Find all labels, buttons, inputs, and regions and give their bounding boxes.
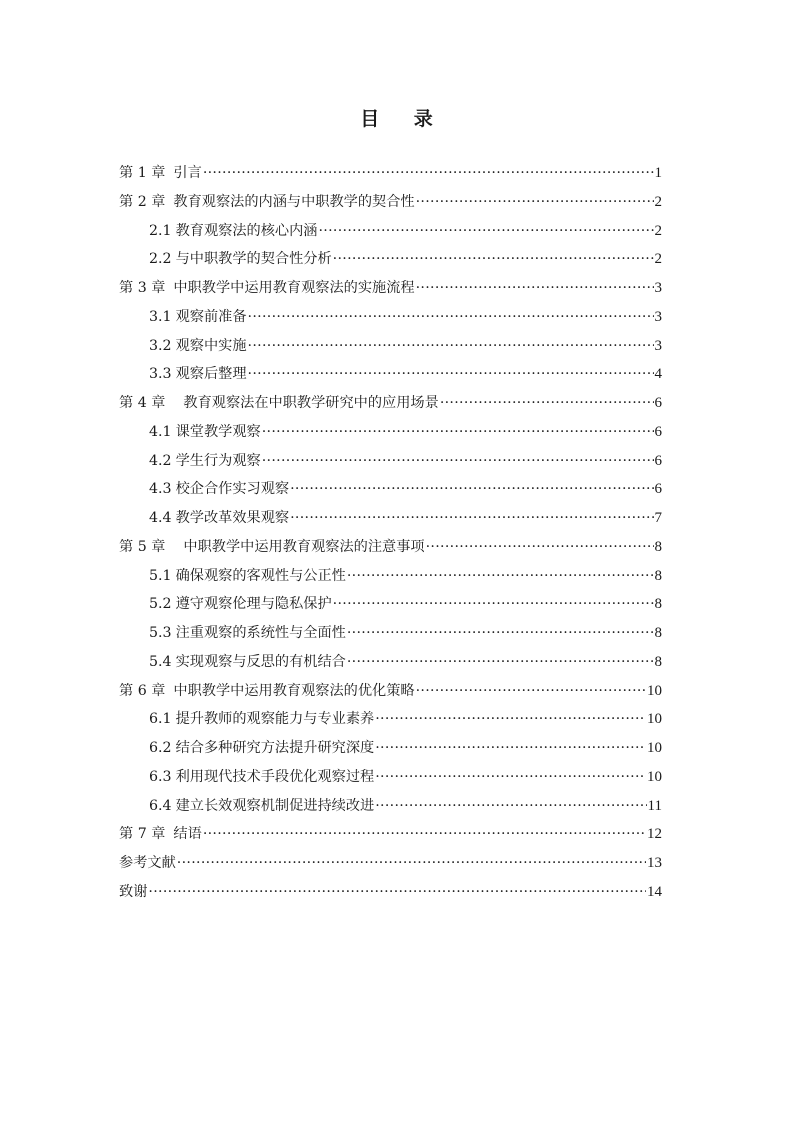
toc-entry-number: 3.3	[149, 366, 172, 383]
toc-page-number: 2	[654, 251, 662, 268]
toc-entry-number: 2.1	[149, 222, 172, 239]
toc-entry-number: 6.2	[149, 740, 172, 756]
dot-leader	[318, 223, 653, 239]
toc-page-number: 10	[647, 740, 662, 756]
toc-entry-label	[149, 795, 374, 815]
toc-entry-label	[149, 478, 289, 498]
toc-section-entry[interactable]	[119, 421, 662, 450]
toc-entry-text: 与中职教学的契合性分析	[175, 251, 332, 268]
toc-entry-text: 建立长效观察机制促进持续改进	[175, 797, 375, 814]
toc-entry-label	[149, 737, 374, 757]
toc-page-number: 3	[654, 280, 662, 296]
toc-entry-label	[119, 536, 425, 556]
toc-entry-text: 致谢	[119, 883, 148, 900]
toc-section-entry[interactable]	[119, 766, 662, 795]
dot-leader	[262, 424, 654, 440]
toc-page-number: 11	[647, 797, 662, 814]
toc-entry-text: 参考文献	[119, 855, 176, 871]
dot-leader	[347, 654, 654, 670]
toc-entry-number: 5.1	[149, 567, 172, 584]
toc-chapter-entry[interactable]	[119, 392, 662, 421]
toc-title: 目 录	[360, 108, 447, 130]
toc-section-entry[interactable]	[119, 363, 662, 392]
toc-entry-text: 提升教师的观察能力与专业素养	[175, 711, 375, 728]
toc-entry-label	[149, 306, 247, 326]
toc-entry-text: 中职教学中运用教育观察法的实施流程	[173, 280, 415, 296]
toc-page-number: 8	[654, 653, 662, 670]
dot-leader	[148, 884, 646, 900]
toc-entry-number: 第 2 章	[119, 193, 166, 210]
dot-leader	[290, 510, 653, 526]
toc-entry-text: 观察前准备	[175, 308, 247, 325]
toc-entry-text: 课堂教学观察	[175, 423, 261, 440]
toc-entry-text: 观察后整理	[175, 366, 247, 383]
toc-entry-label	[149, 651, 346, 671]
toc-entry-text: 结语	[173, 826, 202, 843]
toc-entry-text: 教育观察法的核心内涵	[175, 222, 318, 239]
dot-leader	[416, 280, 654, 296]
toc-entry-text: 利用现代技术手段优化观察过程	[175, 768, 375, 785]
toc-entry-number: 6.4	[149, 797, 172, 814]
toc-section-entry[interactable]	[119, 622, 662, 651]
toc-section-entry[interactable]	[119, 450, 662, 479]
toc-entry-label	[149, 708, 374, 728]
toc-entry-label	[149, 565, 346, 585]
dot-leader	[426, 539, 654, 555]
dot-leader	[203, 826, 646, 842]
toc-chapter-entry[interactable]	[119, 680, 662, 709]
toc-page-number: 6	[654, 395, 662, 411]
toc-entry-label	[119, 823, 202, 843]
toc-page-number: 10	[647, 768, 662, 785]
toc-entry-number: 第 3 章	[119, 280, 166, 296]
toc-page-number: 13	[647, 855, 662, 871]
toc-entry-text: 确保观察的客观性与公正性	[175, 567, 346, 584]
dot-leader	[262, 453, 654, 469]
toc-entry-label	[119, 277, 415, 297]
toc-chapter-entry[interactable]	[119, 162, 662, 191]
toc-entry-label	[119, 680, 415, 700]
toc-page-number: 6	[654, 481, 662, 498]
toc-section-entry[interactable]	[119, 220, 662, 249]
toc-entry-label	[149, 593, 332, 613]
toc-entry-text: 学生行为观察	[175, 452, 261, 469]
toc-entry-number: 4.4	[149, 510, 172, 526]
dot-leader	[375, 740, 646, 756]
toc-page-number: 4	[654, 366, 662, 383]
toc-page-number: 8	[654, 625, 662, 641]
toc-entry-label	[149, 248, 332, 268]
toc-entry-text: 实现观察与反思的有机结合	[175, 653, 346, 670]
toc-entry-text: 中职教学中运用教育观察法的注意事项	[183, 538, 425, 555]
toc-entry-label	[119, 162, 202, 182]
toc-chapter-entry[interactable]	[119, 823, 662, 852]
toc-entry-number: 4.1	[149, 423, 172, 440]
toc-entry-text: 注重观察的系统性与全面性	[175, 625, 346, 641]
dot-leader	[416, 683, 646, 699]
toc-entry-label	[149, 622, 346, 642]
toc-entry-text: 中职教学中运用教育观察法的优化策略	[173, 682, 415, 699]
toc-entry-label	[149, 421, 261, 441]
toc-entry-number: 6.3	[149, 768, 172, 785]
dot-leader	[248, 309, 654, 325]
toc-entry-text: 校企合作实习观察	[175, 481, 290, 498]
toc-entry-number: 第 6 章	[119, 682, 166, 699]
dot-leader	[347, 625, 654, 641]
toc-entry-label	[119, 191, 415, 211]
toc-entry-text: 遵守观察伦理与隐私保护	[175, 596, 332, 613]
toc-page-number: 2	[654, 222, 662, 239]
toc-entry-text: 观察中实施	[175, 337, 247, 354]
toc-section-entry[interactable]	[119, 795, 662, 824]
toc-page-number: 10	[647, 711, 662, 728]
toc-section-entry[interactable]	[119, 593, 662, 622]
toc-entry-text: 教育观察法在中职教学研究中的应用场景	[183, 395, 439, 411]
dot-leader	[248, 338, 654, 354]
toc-entry-number: 第 7 章	[119, 826, 166, 843]
toc-section-entry[interactable]	[119, 335, 662, 364]
toc-page-number: 3	[654, 308, 662, 325]
toc-entry-number: 4.2	[149, 452, 172, 469]
toc-section-entry[interactable]	[119, 248, 662, 277]
toc-entry-number: 5.3	[149, 625, 172, 641]
toc-entry-number: 第 1 章	[119, 165, 166, 181]
toc-section-entry[interactable]	[119, 478, 662, 507]
toc-section-entry[interactable]	[119, 708, 662, 737]
toc-chapter-entry[interactable]	[119, 852, 662, 881]
dot-leader	[347, 568, 654, 584]
toc-page-number: 3	[654, 337, 662, 354]
toc-page-number: 6	[654, 452, 662, 469]
toc-entry-text: 引言	[173, 165, 202, 181]
dot-leader	[333, 251, 654, 267]
dot-leader	[375, 711, 646, 727]
toc-entry-label	[149, 220, 317, 240]
toc-page-number: 12	[647, 826, 662, 843]
toc-section-entry[interactable]	[119, 507, 662, 536]
toc-page-number: 10	[647, 682, 662, 699]
dot-leader	[375, 769, 646, 785]
toc-page-number: 8	[654, 567, 662, 584]
toc-entry-label	[119, 881, 147, 901]
toc-entry-label	[149, 335, 247, 355]
toc-chapter-entry[interactable]	[119, 191, 662, 220]
toc-entry-number: 第 4 章	[119, 395, 166, 411]
toc-entry-text: 结合多种研究方法提升研究深度	[175, 740, 375, 756]
dot-leader	[248, 366, 654, 382]
toc-page-number: 6	[654, 423, 662, 440]
toc-page-number: 1	[654, 165, 662, 181]
toc-section-entry[interactable]	[119, 306, 662, 335]
toc-entry-label	[149, 363, 247, 383]
dot-leader	[203, 165, 654, 181]
toc-section-entry[interactable]	[119, 651, 662, 680]
dot-leader	[416, 194, 654, 210]
toc-section-entry[interactable]	[119, 565, 662, 594]
toc-entry-number: 6.1	[149, 711, 172, 728]
toc-entry-number: 5.2	[149, 596, 172, 613]
toc-entry-text: 教学改革效果观察	[175, 510, 290, 526]
toc-page-number: 14	[647, 883, 662, 900]
dot-leader	[333, 596, 654, 612]
dot-leader	[177, 855, 646, 871]
toc-chapter-entry[interactable]	[119, 536, 662, 565]
toc-entry-number: 2.2	[149, 251, 172, 268]
toc-entry-number: 4.3	[149, 481, 172, 498]
toc-entry-number: 3.1	[149, 308, 172, 325]
toc-page-number: 2	[654, 193, 662, 210]
toc-page-number: 8	[654, 538, 662, 555]
toc-entry-label	[149, 766, 374, 786]
toc-entry-number: 5.4	[149, 653, 172, 670]
toc-entry-label	[149, 507, 289, 527]
dot-leader	[375, 798, 646, 814]
dot-leader	[290, 481, 653, 497]
toc-entry-label	[119, 852, 176, 872]
toc-section-entry[interactable]	[119, 737, 662, 766]
toc-page-number: 7	[654, 510, 662, 526]
toc-entry-text: 教育观察法的内涵与中职教学的契合性	[173, 193, 415, 210]
toc-entry-number: 3.2	[149, 337, 172, 354]
table-of-contents	[119, 162, 662, 910]
dot-leader	[440, 395, 654, 411]
toc-chapter-entry[interactable]	[119, 277, 662, 306]
toc-chapter-entry[interactable]	[119, 881, 662, 910]
toc-entry-label	[149, 450, 261, 470]
toc-entry-number: 第 5 章	[119, 538, 166, 555]
toc-page-number: 8	[654, 596, 662, 613]
toc-entry-label	[119, 392, 439, 412]
